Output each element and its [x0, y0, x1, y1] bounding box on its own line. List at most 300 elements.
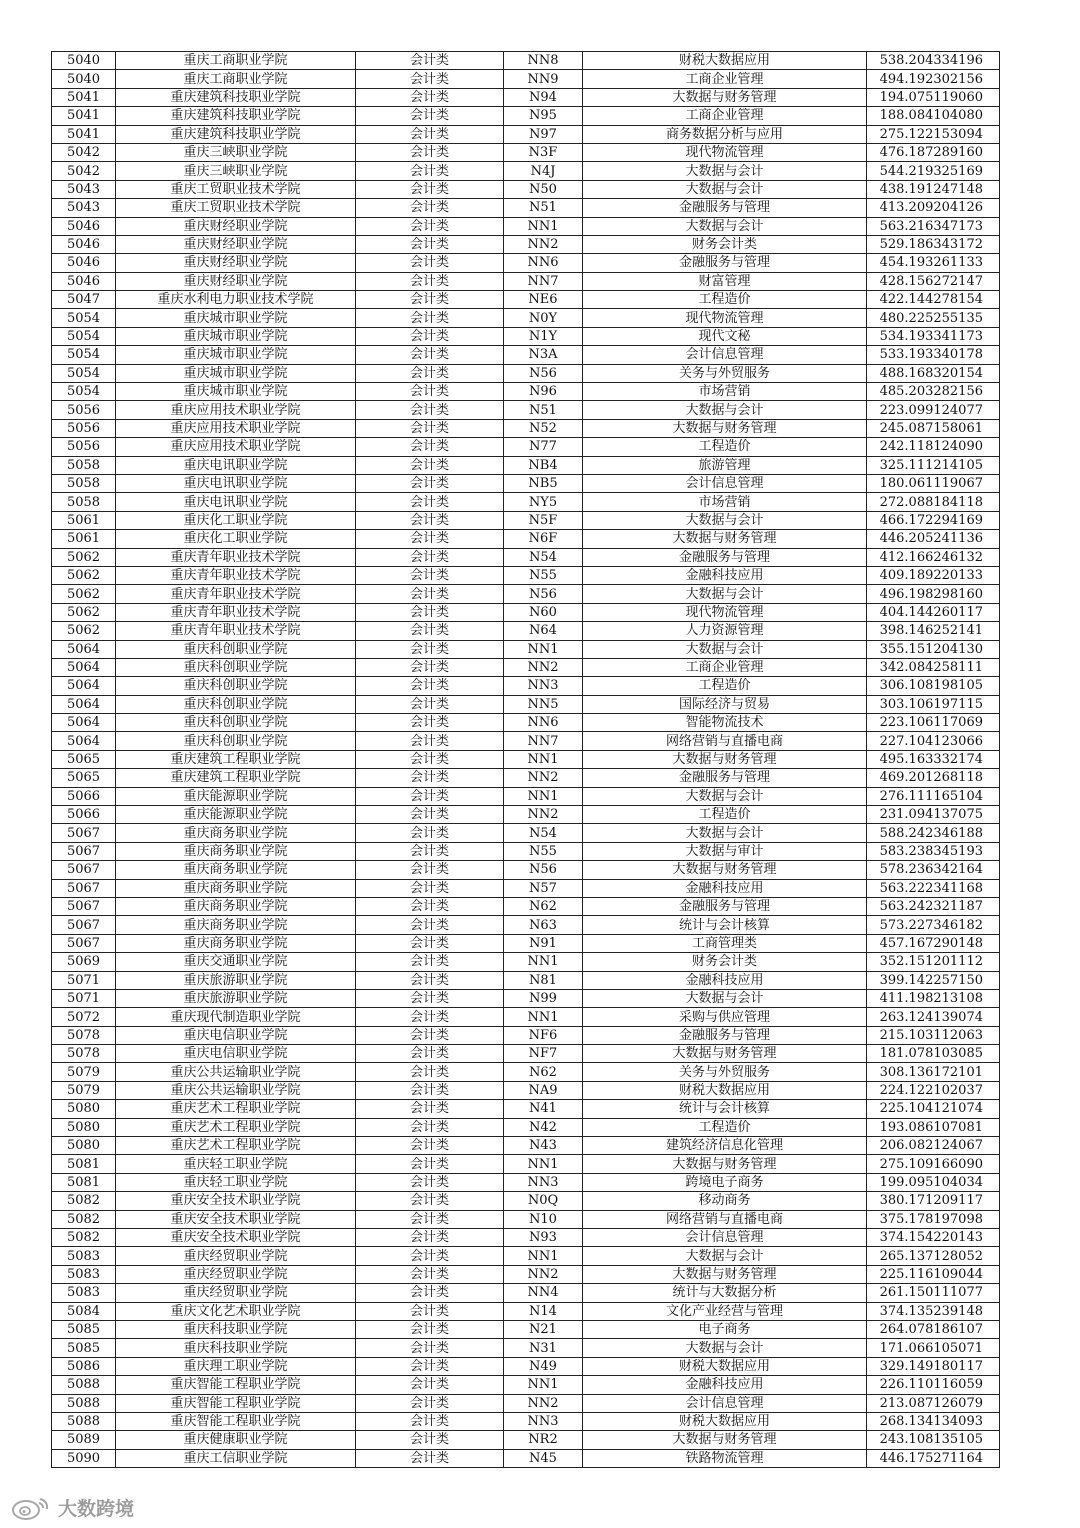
cell-score: 223.099124077 [867, 401, 1000, 419]
table-row [52, 1284, 1000, 1302]
cell-major: 大数据与会计 [583, 824, 867, 842]
cell-school: 重庆青年职业技术学院 [116, 585, 356, 603]
cell-major-code: N62 [504, 1063, 583, 1081]
cell-school: 重庆财经职业学院 [116, 272, 356, 290]
cell-score: 223.106117069 [867, 714, 1000, 732]
table-row [52, 1449, 1000, 1467]
cell-major-code: NN9 [504, 70, 583, 88]
cell-major-code: NR2 [504, 1431, 583, 1449]
cell-category: 会计类 [356, 1431, 504, 1449]
cell-major-code: N31 [504, 1339, 583, 1357]
cell-major: 工商企业管理 [583, 658, 867, 676]
cell-category: 会计类 [356, 180, 504, 198]
cell-major-code: NN1 [504, 750, 583, 768]
cell-school: 重庆科创职业学院 [116, 658, 356, 676]
cell-category: 会计类 [356, 199, 504, 217]
cell-category: 会计类 [356, 52, 504, 70]
cell-major: 大数据与财务管理 [583, 88, 867, 106]
cell-category: 会计类 [356, 346, 504, 364]
cell-category: 会计类 [356, 548, 504, 566]
cell-category: 会计类 [356, 989, 504, 1007]
cell-major: 工程造价 [583, 677, 867, 695]
cell-school: 重庆城市职业学院 [116, 309, 356, 327]
table-row [52, 199, 1000, 217]
cell-major-code: NN7 [504, 732, 583, 750]
cell-major: 大数据与财务管理 [583, 1045, 867, 1063]
cell-school: 重庆经贸职业学院 [116, 1284, 356, 1302]
cell-major-code: N10 [504, 1210, 583, 1228]
cell-category: 会计类 [356, 1210, 504, 1228]
cell-category: 会计类 [356, 971, 504, 989]
table-row [52, 1081, 1000, 1099]
cell-major-code: NB5 [504, 474, 583, 492]
cell-score: 213.087126079 [867, 1394, 1000, 1412]
cell-school: 重庆科创职业学院 [116, 695, 356, 713]
cell-school: 重庆智能工程职业学院 [116, 1376, 356, 1394]
cell-code: 5072 [52, 1008, 116, 1026]
cell-major-code: N81 [504, 971, 583, 989]
table-row [52, 824, 1000, 842]
cell-major: 建筑经济信息化管理 [583, 1137, 867, 1155]
table-row [52, 383, 1000, 401]
cell-major: 大数据与会计 [583, 511, 867, 529]
cell-school: 重庆工商职业学院 [116, 70, 356, 88]
cell-major: 工商企业管理 [583, 107, 867, 125]
cell-category: 会计类 [356, 456, 504, 474]
cell-category: 会计类 [356, 787, 504, 805]
cell-school: 重庆电讯职业学院 [116, 456, 356, 474]
table-row [52, 989, 1000, 1007]
table-row [52, 1137, 1000, 1155]
cell-code: 5088 [52, 1412, 116, 1430]
table-row [52, 1155, 1000, 1173]
cell-code: 5085 [52, 1320, 116, 1338]
cell-major-code: N56 [504, 585, 583, 603]
table-row [52, 107, 1000, 125]
table-row [52, 1394, 1000, 1412]
cell-code: 5083 [52, 1265, 116, 1283]
cell-major-code: NN1 [504, 1155, 583, 1173]
admission-score-table [51, 51, 1000, 1468]
cell-code: 5084 [52, 1302, 116, 1320]
cell-school: 重庆理工职业学院 [116, 1357, 356, 1375]
cell-major: 大数据与会计 [583, 1247, 867, 1265]
cell-major-code: N56 [504, 364, 583, 382]
cell-code: 5090 [52, 1449, 116, 1467]
table-row [52, 603, 1000, 621]
cell-major-code: N91 [504, 934, 583, 952]
cell-code: 5086 [52, 1357, 116, 1375]
table-row [52, 787, 1000, 805]
cell-score: 355.151204130 [867, 640, 1000, 658]
cell-major-code: NN2 [504, 235, 583, 253]
cell-code: 5054 [52, 346, 116, 364]
table-row [52, 1431, 1000, 1449]
cell-major: 现代物流管理 [583, 143, 867, 161]
cell-major-code: N3A [504, 346, 583, 364]
cell-school: 重庆三峡职业学院 [116, 162, 356, 180]
table-row [52, 217, 1000, 235]
cell-major: 大数据与会计 [583, 180, 867, 198]
cell-major: 金融服务与管理 [583, 897, 867, 915]
table-row [52, 530, 1000, 548]
cell-major: 工程造价 [583, 806, 867, 824]
cell-score: 563.222341168 [867, 879, 1000, 897]
table-row [52, 1118, 1000, 1136]
cell-school: 重庆交通职业学院 [116, 953, 356, 971]
cell-major-code: NN1 [504, 640, 583, 658]
cell-code: 5061 [52, 511, 116, 529]
cell-major: 跨境电子商务 [583, 1173, 867, 1191]
cell-major: 金融科技应用 [583, 566, 867, 584]
cell-major: 旅游管理 [583, 456, 867, 474]
cell-school: 重庆商务职业学院 [116, 842, 356, 860]
cell-code: 5064 [52, 732, 116, 750]
cell-category: 会计类 [356, 622, 504, 640]
cell-score: 411.198213108 [867, 989, 1000, 1007]
table-row [52, 162, 1000, 180]
cell-major: 金融服务与管理 [583, 548, 867, 566]
cell-score: 544.219325169 [867, 162, 1000, 180]
table-row [52, 235, 1000, 253]
cell-category: 会计类 [356, 1247, 504, 1265]
cell-category: 会计类 [356, 235, 504, 253]
table-row [52, 1357, 1000, 1375]
cell-score: 329.149180117 [867, 1357, 1000, 1375]
cell-school: 重庆经贸职业学院 [116, 1265, 356, 1283]
cell-score: 404.144260117 [867, 603, 1000, 621]
cell-major: 财富管理 [583, 272, 867, 290]
cell-category: 会计类 [356, 474, 504, 492]
cell-major: 大数据与会计 [583, 640, 867, 658]
cell-category: 会计类 [356, 1100, 504, 1118]
cell-score: 533.193340178 [867, 346, 1000, 364]
cell-major: 电子商务 [583, 1320, 867, 1338]
cell-score: 438.191247148 [867, 180, 1000, 198]
cell-major-code: N5F [504, 511, 583, 529]
cell-score: 194.075119060 [867, 88, 1000, 106]
cell-major: 铁路物流管理 [583, 1449, 867, 1467]
cell-major-code: NN6 [504, 714, 583, 732]
cell-score: 495.163332174 [867, 750, 1000, 768]
cell-score: 374.154220143 [867, 1229, 1000, 1247]
cell-code: 5071 [52, 971, 116, 989]
table-row [52, 1265, 1000, 1283]
cell-category: 会计类 [356, 272, 504, 290]
table-row [52, 1045, 1000, 1063]
cell-category: 会计类 [356, 419, 504, 437]
table-row [52, 934, 1000, 952]
cell-code: 5041 [52, 107, 116, 125]
table-row [52, 806, 1000, 824]
watermark [10, 1494, 134, 1521]
table-row [52, 70, 1000, 88]
cell-category: 会计类 [356, 1173, 504, 1191]
cell-major: 大数据与财务管理 [583, 1155, 867, 1173]
cell-school: 重庆城市职业学院 [116, 346, 356, 364]
cell-major: 现代文秘 [583, 327, 867, 345]
cell-score: 308.136172101 [867, 1063, 1000, 1081]
table-row [52, 1173, 1000, 1191]
cell-code: 5085 [52, 1339, 116, 1357]
cell-code: 5067 [52, 879, 116, 897]
cell-category: 会计类 [356, 1357, 504, 1375]
cell-score: 563.216347173 [867, 217, 1000, 235]
cell-major: 财税大数据应用 [583, 1081, 867, 1099]
cell-score: 469.201268118 [867, 769, 1000, 787]
cell-score: 342.084258111 [867, 658, 1000, 676]
table-row [52, 1339, 1000, 1357]
cell-score: 446.175271164 [867, 1449, 1000, 1467]
cell-category: 会计类 [356, 953, 504, 971]
cell-major-code: NN5 [504, 695, 583, 713]
cell-category: 会计类 [356, 1284, 504, 1302]
table-row [52, 750, 1000, 768]
table-row [52, 125, 1000, 143]
cell-score: 374.135239148 [867, 1302, 1000, 1320]
cell-major: 智能物流技术 [583, 714, 867, 732]
cell-score: 215.103112063 [867, 1026, 1000, 1044]
cell-code: 5069 [52, 953, 116, 971]
cell-major-code: NN1 [504, 1247, 583, 1265]
cell-major: 大数据与审计 [583, 842, 867, 860]
table-row [52, 566, 1000, 584]
cell-school: 重庆艺术工程职业学院 [116, 1118, 356, 1136]
cell-code: 5067 [52, 824, 116, 842]
cell-major: 工程造价 [583, 438, 867, 456]
cell-major-code: N64 [504, 622, 583, 640]
cell-school: 重庆青年职业技术学院 [116, 548, 356, 566]
cell-code: 5078 [52, 1045, 116, 1063]
weibo-logo-icon [10, 1495, 52, 1521]
table-row [52, 88, 1000, 106]
cell-score: 199.095104034 [867, 1173, 1000, 1191]
cell-category: 会计类 [356, 125, 504, 143]
cell-major-code: NN1 [504, 217, 583, 235]
cell-score: 409.189220133 [867, 566, 1000, 584]
cell-category: 会计类 [356, 438, 504, 456]
cell-school: 重庆商务职业学院 [116, 897, 356, 915]
cell-school: 重庆工商职业学院 [116, 52, 356, 70]
cell-score: 588.242346188 [867, 824, 1000, 842]
cell-school: 重庆商务职业学院 [116, 861, 356, 879]
table-row [52, 971, 1000, 989]
cell-school: 重庆健康职业学院 [116, 1431, 356, 1449]
cell-major: 大数据与财务管理 [583, 419, 867, 437]
cell-score: 352.151201112 [867, 953, 1000, 971]
score-table-container [51, 51, 999, 1468]
cell-major-code: NN8 [504, 52, 583, 70]
cell-major-code: NE6 [504, 291, 583, 309]
cell-score: 494.192302156 [867, 70, 1000, 88]
cell-school: 重庆三峡职业学院 [116, 143, 356, 161]
cell-major: 财务会计类 [583, 235, 867, 253]
table-row [52, 1100, 1000, 1118]
cell-code: 5040 [52, 52, 116, 70]
table-row [52, 327, 1000, 345]
cell-major: 工程造价 [583, 291, 867, 309]
cell-category: 会计类 [356, 842, 504, 860]
cell-score: 454.193261133 [867, 254, 1000, 272]
cell-major-code: NN2 [504, 658, 583, 676]
cell-major: 大数据与会计 [583, 787, 867, 805]
cell-major: 财税大数据应用 [583, 52, 867, 70]
cell-major: 大数据与财务管理 [583, 530, 867, 548]
cell-school: 重庆能源职业学院 [116, 787, 356, 805]
cell-score: 276.111165104 [867, 787, 1000, 805]
cell-score: 206.082124067 [867, 1137, 1000, 1155]
cell-major: 大数据与财务管理 [583, 750, 867, 768]
table-row [52, 1026, 1000, 1044]
cell-category: 会计类 [356, 732, 504, 750]
cell-score: 375.178197098 [867, 1210, 1000, 1228]
cell-code: 5079 [52, 1081, 116, 1099]
cell-major: 金融服务与管理 [583, 1026, 867, 1044]
cell-major-code: NF7 [504, 1045, 583, 1063]
cell-school: 重庆建筑工程职业学院 [116, 769, 356, 787]
cell-code: 5088 [52, 1376, 116, 1394]
table-row [52, 254, 1000, 272]
cell-major: 采购与供应管理 [583, 1008, 867, 1026]
cell-major-code: N50 [504, 180, 583, 198]
cell-category: 会计类 [356, 897, 504, 915]
cell-code: 5064 [52, 695, 116, 713]
cell-category: 会计类 [356, 530, 504, 548]
cell-score: 476.187289160 [867, 143, 1000, 161]
cell-code: 5067 [52, 861, 116, 879]
cell-code: 5062 [52, 622, 116, 640]
cell-code: 5058 [52, 493, 116, 511]
cell-major-code: NN1 [504, 953, 583, 971]
cell-score: 275.122153094 [867, 125, 1000, 143]
cell-school: 重庆智能工程职业学院 [116, 1394, 356, 1412]
cell-code: 5071 [52, 989, 116, 1007]
table-row [52, 364, 1000, 382]
cell-category: 会计类 [356, 1118, 504, 1136]
table-row [52, 180, 1000, 198]
cell-major: 现代物流管理 [583, 603, 867, 621]
cell-major: 会计信息管理 [583, 1229, 867, 1247]
cell-category: 会计类 [356, 162, 504, 180]
cell-major: 财税大数据应用 [583, 1357, 867, 1375]
table-row [52, 1063, 1000, 1081]
cell-code: 5064 [52, 640, 116, 658]
cell-major-code: NF6 [504, 1026, 583, 1044]
cell-major-code: NN2 [504, 806, 583, 824]
cell-major-code: N0Y [504, 309, 583, 327]
cell-score: 265.137128052 [867, 1247, 1000, 1265]
table-row [52, 1302, 1000, 1320]
cell-school: 重庆电讯职业学院 [116, 474, 356, 492]
cell-code: 5054 [52, 327, 116, 345]
cell-score: 380.171209117 [867, 1192, 1000, 1210]
cell-score: 534.193341173 [867, 327, 1000, 345]
cell-code: 5046 [52, 254, 116, 272]
cell-score: 413.209204126 [867, 199, 1000, 217]
cell-category: 会计类 [356, 493, 504, 511]
cell-school: 重庆城市职业学院 [116, 327, 356, 345]
cell-school: 重庆城市职业学院 [116, 364, 356, 382]
cell-score: 224.122102037 [867, 1081, 1000, 1099]
cell-code: 5079 [52, 1063, 116, 1081]
cell-code: 5058 [52, 456, 116, 474]
cell-category: 会计类 [356, 1026, 504, 1044]
cell-category: 会计类 [356, 364, 504, 382]
cell-category: 会计类 [356, 750, 504, 768]
cell-code: 5042 [52, 143, 116, 161]
cell-code: 5054 [52, 309, 116, 327]
cell-category: 会计类 [356, 254, 504, 272]
cell-major: 大数据与财务管理 [583, 1431, 867, 1449]
cell-code: 5089 [52, 1431, 116, 1449]
cell-school: 重庆轻工职业学院 [116, 1155, 356, 1173]
cell-category: 会计类 [356, 1376, 504, 1394]
table-row [52, 52, 1000, 70]
cell-major: 大数据与会计 [583, 401, 867, 419]
cell-score: 275.109166090 [867, 1155, 1000, 1173]
cell-major-code: N54 [504, 548, 583, 566]
cell-school: 重庆电信职业学院 [116, 1026, 356, 1044]
cell-category: 会计类 [356, 309, 504, 327]
cell-major: 网络营销与直播电商 [583, 732, 867, 750]
table-row [52, 953, 1000, 971]
cell-category: 会计类 [356, 585, 504, 603]
table-row [52, 456, 1000, 474]
cell-school: 重庆水利电力职业技术学院 [116, 291, 356, 309]
cell-score: 457.167290148 [867, 934, 1000, 952]
cell-category: 会计类 [356, 566, 504, 584]
cell-code: 5054 [52, 364, 116, 382]
cell-major-code: N1Y [504, 327, 583, 345]
cell-major-code: N95 [504, 107, 583, 125]
cell-major-code: N94 [504, 88, 583, 106]
cell-code: 5082 [52, 1229, 116, 1247]
cell-major-code: NY5 [504, 493, 583, 511]
table-row [52, 842, 1000, 860]
cell-school: 重庆科技职业学院 [116, 1339, 356, 1357]
table-row [52, 1320, 1000, 1338]
cell-code: 5066 [52, 806, 116, 824]
cell-school: 重庆商务职业学院 [116, 934, 356, 952]
cell-school: 重庆公共运输职业学院 [116, 1063, 356, 1081]
table-row [52, 1412, 1000, 1430]
table-row [52, 143, 1000, 161]
cell-category: 会计类 [356, 1192, 504, 1210]
table-row [52, 548, 1000, 566]
cell-code: 5082 [52, 1210, 116, 1228]
cell-school: 重庆建筑工程职业学院 [116, 750, 356, 768]
cell-code: 5062 [52, 548, 116, 566]
cell-major: 会计信息管理 [583, 346, 867, 364]
table-row [52, 291, 1000, 309]
cell-score: 446.205241136 [867, 530, 1000, 548]
cell-score: 398.146252141 [867, 622, 1000, 640]
cell-major: 市场营销 [583, 493, 867, 511]
cell-school: 重庆旅游职业学院 [116, 971, 356, 989]
cell-code: 5067 [52, 842, 116, 860]
cell-major-code: NN6 [504, 254, 583, 272]
cell-school: 重庆经贸职业学院 [116, 1247, 356, 1265]
cell-major: 大数据与会计 [583, 585, 867, 603]
cell-school: 重庆能源职业学院 [116, 806, 356, 824]
cell-major-code: N97 [504, 125, 583, 143]
cell-code: 5062 [52, 585, 116, 603]
cell-category: 会计类 [356, 327, 504, 345]
cell-school: 重庆化工职业学院 [116, 530, 356, 548]
cell-major-code: N3F [504, 143, 583, 161]
cell-category: 会计类 [356, 1320, 504, 1338]
cell-score: 261.150111077 [867, 1284, 1000, 1302]
